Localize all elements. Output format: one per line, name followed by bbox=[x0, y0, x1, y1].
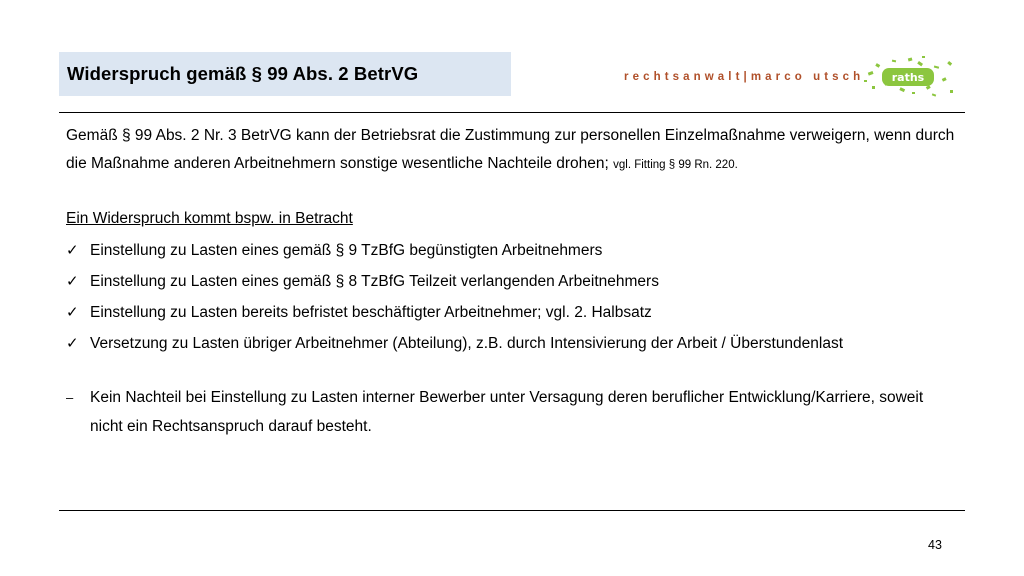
list-item-text: Einstellung zu Lasten eines gemäß § 8 TzBfG Teilzeit verlangenden Arbeitnehmers bbox=[90, 273, 659, 290]
dash-item-text: Kein Nachteil bei Einstellung zu Lasten interner Bewerber unter Versagung deren beruflicher Entwicklung/Karriere, soweit nicht ein Rechtsanspruch darauf besteht. bbox=[90, 389, 924, 435]
list-item bbox=[66, 266, 958, 297]
leaf-confetti-logo-icon bbox=[862, 52, 958, 102]
list-item bbox=[66, 235, 958, 266]
list-item bbox=[66, 328, 958, 359]
check-icon: ✓ bbox=[66, 335, 79, 352]
check-icon: ✓ bbox=[66, 273, 79, 290]
lead-heading: Ein Widerspruch kommt bspw. in Betracht bbox=[66, 210, 353, 227]
bottom-divider bbox=[59, 510, 965, 511]
check-icon: ✓ bbox=[66, 304, 79, 321]
slide-content bbox=[66, 122, 958, 441]
check-list bbox=[66, 235, 958, 359]
list-item bbox=[66, 297, 958, 328]
list-item-text: Einstellung zu Lasten bereits befristet beschäftigter Arbeitnehmer; vgl. 2. Halbsatz bbox=[90, 304, 652, 321]
logo-text: raths bbox=[891, 71, 925, 84]
page-number: 43 bbox=[928, 538, 942, 552]
intro-main: Gemäß § 99 Abs. 2 Nr. 3 BetrVG kann der Betriebsrat die Zustimmung zur personellen Einzelmaßnahme verweigern, wenn durch die Maßnahme anderen Arbeitnehmern sonstige wesentliche Nachteile drohen; bbox=[66, 127, 955, 172]
brand-text: rechtsanwalt|marco utsch bbox=[624, 71, 865, 83]
slide-title: Widerspruch gemäß § 99 Abs. 2 BetrVG bbox=[67, 63, 419, 84]
check-icon: ✓ bbox=[66, 242, 79, 259]
title-box bbox=[59, 52, 511, 96]
list-item-text: Versetzung zu Lasten übriger Arbeitnehmer (Abteilung), z.B. durch Intensivierung der Arbeit / Überstundenlast bbox=[90, 335, 844, 352]
top-divider bbox=[59, 112, 965, 113]
intro-reference: vgl. Fitting § 99 Rn. 220. bbox=[613, 159, 738, 171]
dash-list-item bbox=[66, 383, 958, 441]
list-item-text: Einstellung zu Lasten eines gemäß § 9 TzBfG begünstigten Arbeitnehmers bbox=[90, 242, 603, 259]
intro-paragraph bbox=[66, 122, 958, 179]
dash-icon: – bbox=[66, 390, 74, 405]
